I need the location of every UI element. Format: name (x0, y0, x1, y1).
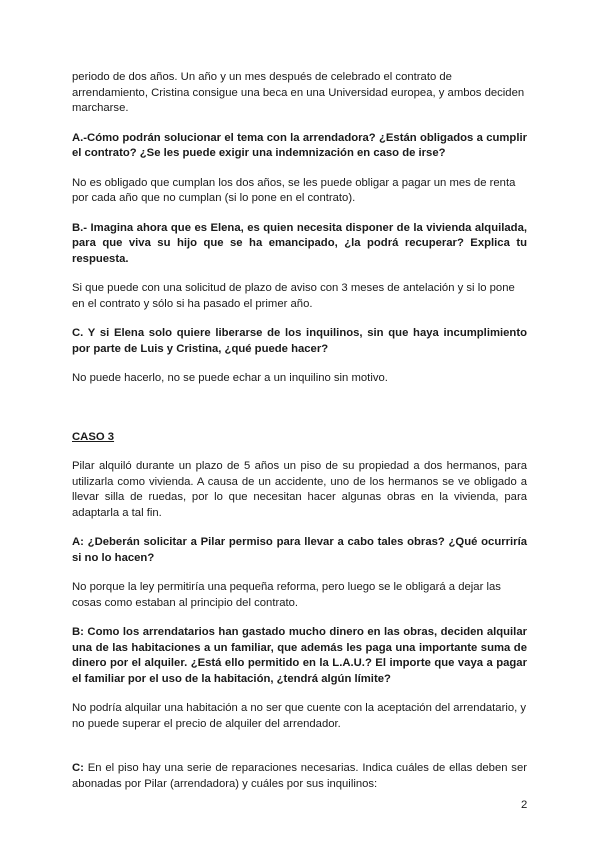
question-a: A.-Cómo podrán solucionar el tema con la arrendadora? ¿Están obligados a cumplir el contrato? ¿Se les puede exigir una indemnización en caso de irse? (72, 131, 527, 159)
case-3-question-b: B: Como los arrendatarios han gastado mucho dinero en las obras, deciden alquilar una de las habitaciones a un familiar, que además les paga una importante suma de dinero por el alquiler. ¿Está ello permitido en la L.A.U.? El importe que vaya a pagar el familiar por el uso de la habitación, ¿tendrá algún límite? (72, 626, 527, 685)
case-3-answer-b: No podría alquilar una habitación a no ser que cuente con la aceptación del arrendatario, y no puede superar el precio de alquiler del arrendador. (72, 702, 527, 730)
answer-b: Si que puede con una solicitud de plazo de aviso con 3 meses de antelación y si lo pone en el contrato y sólo si ha pasado el primer año. (72, 282, 515, 310)
case-3-question-a: A: ¿Deberán solicitar a Pilar permiso para llevar a cabo tales obras? ¿Qué ocurriría si no lo hacen? (72, 536, 527, 564)
question-b: B.- Imagina ahora que es Elena, es quien necesita disponer de la vivienda alquilada, para que viva su hijo que se ha emancipado, ¿la podrá recuperar? Explica tu respuesta. (72, 221, 527, 265)
document-page (72, 70, 527, 792)
answer-a: No es obligado que cumplan los dos años, se les puede obligar a pagar un mes de renta por cada año que no cumplan (si lo pone en el contrato). (72, 176, 516, 204)
case-3-question-c (72, 761, 527, 792)
case-3-question-c-text: En el piso hay una serie de reparaciones necesarias. Indica cuáles de ellas deben ser abonadas por Pilar (arrendadora) y cuáles por sus inquilinos: (72, 762, 527, 790)
case-3-title: CASO 3 (72, 430, 115, 443)
case-3-question-c-label: C: (72, 762, 84, 774)
case-3-intro: Pilar alquiló durante un plazo de 5 años un piso de su propiedad a dos hermanos, para utilizarla como vivienda. A causa de un accidente, uno de los hermanos se ve obligado a llevar silla de ruedas, por lo que necesitan hacer algunas obras en la vivienda, para adaptarla a tal fin. (72, 460, 527, 519)
page-number: 2 (521, 799, 528, 811)
intro-paragraph: periodo de dos años. Un año y un mes después de celebrado el contrato de arrendamiento, Cristina consigue una beca en una Universidad europea, y ambos deciden marcharse. (72, 71, 525, 114)
question-c: C. Y si Elena solo quiere liberarse de los inquilinos, sin que haya incumplimiento por parte de Luis y Cristina, ¿qué puede hacer? (72, 327, 527, 355)
case-3-answer-a: No porque la ley permitiría una pequeña reforma, pero luego se le obligará a dejar las cosas como estaban al principio del contrato. (72, 581, 501, 609)
answer-c: No puede hacerlo, no se puede echar a un inquilino sin motivo. (72, 372, 388, 384)
